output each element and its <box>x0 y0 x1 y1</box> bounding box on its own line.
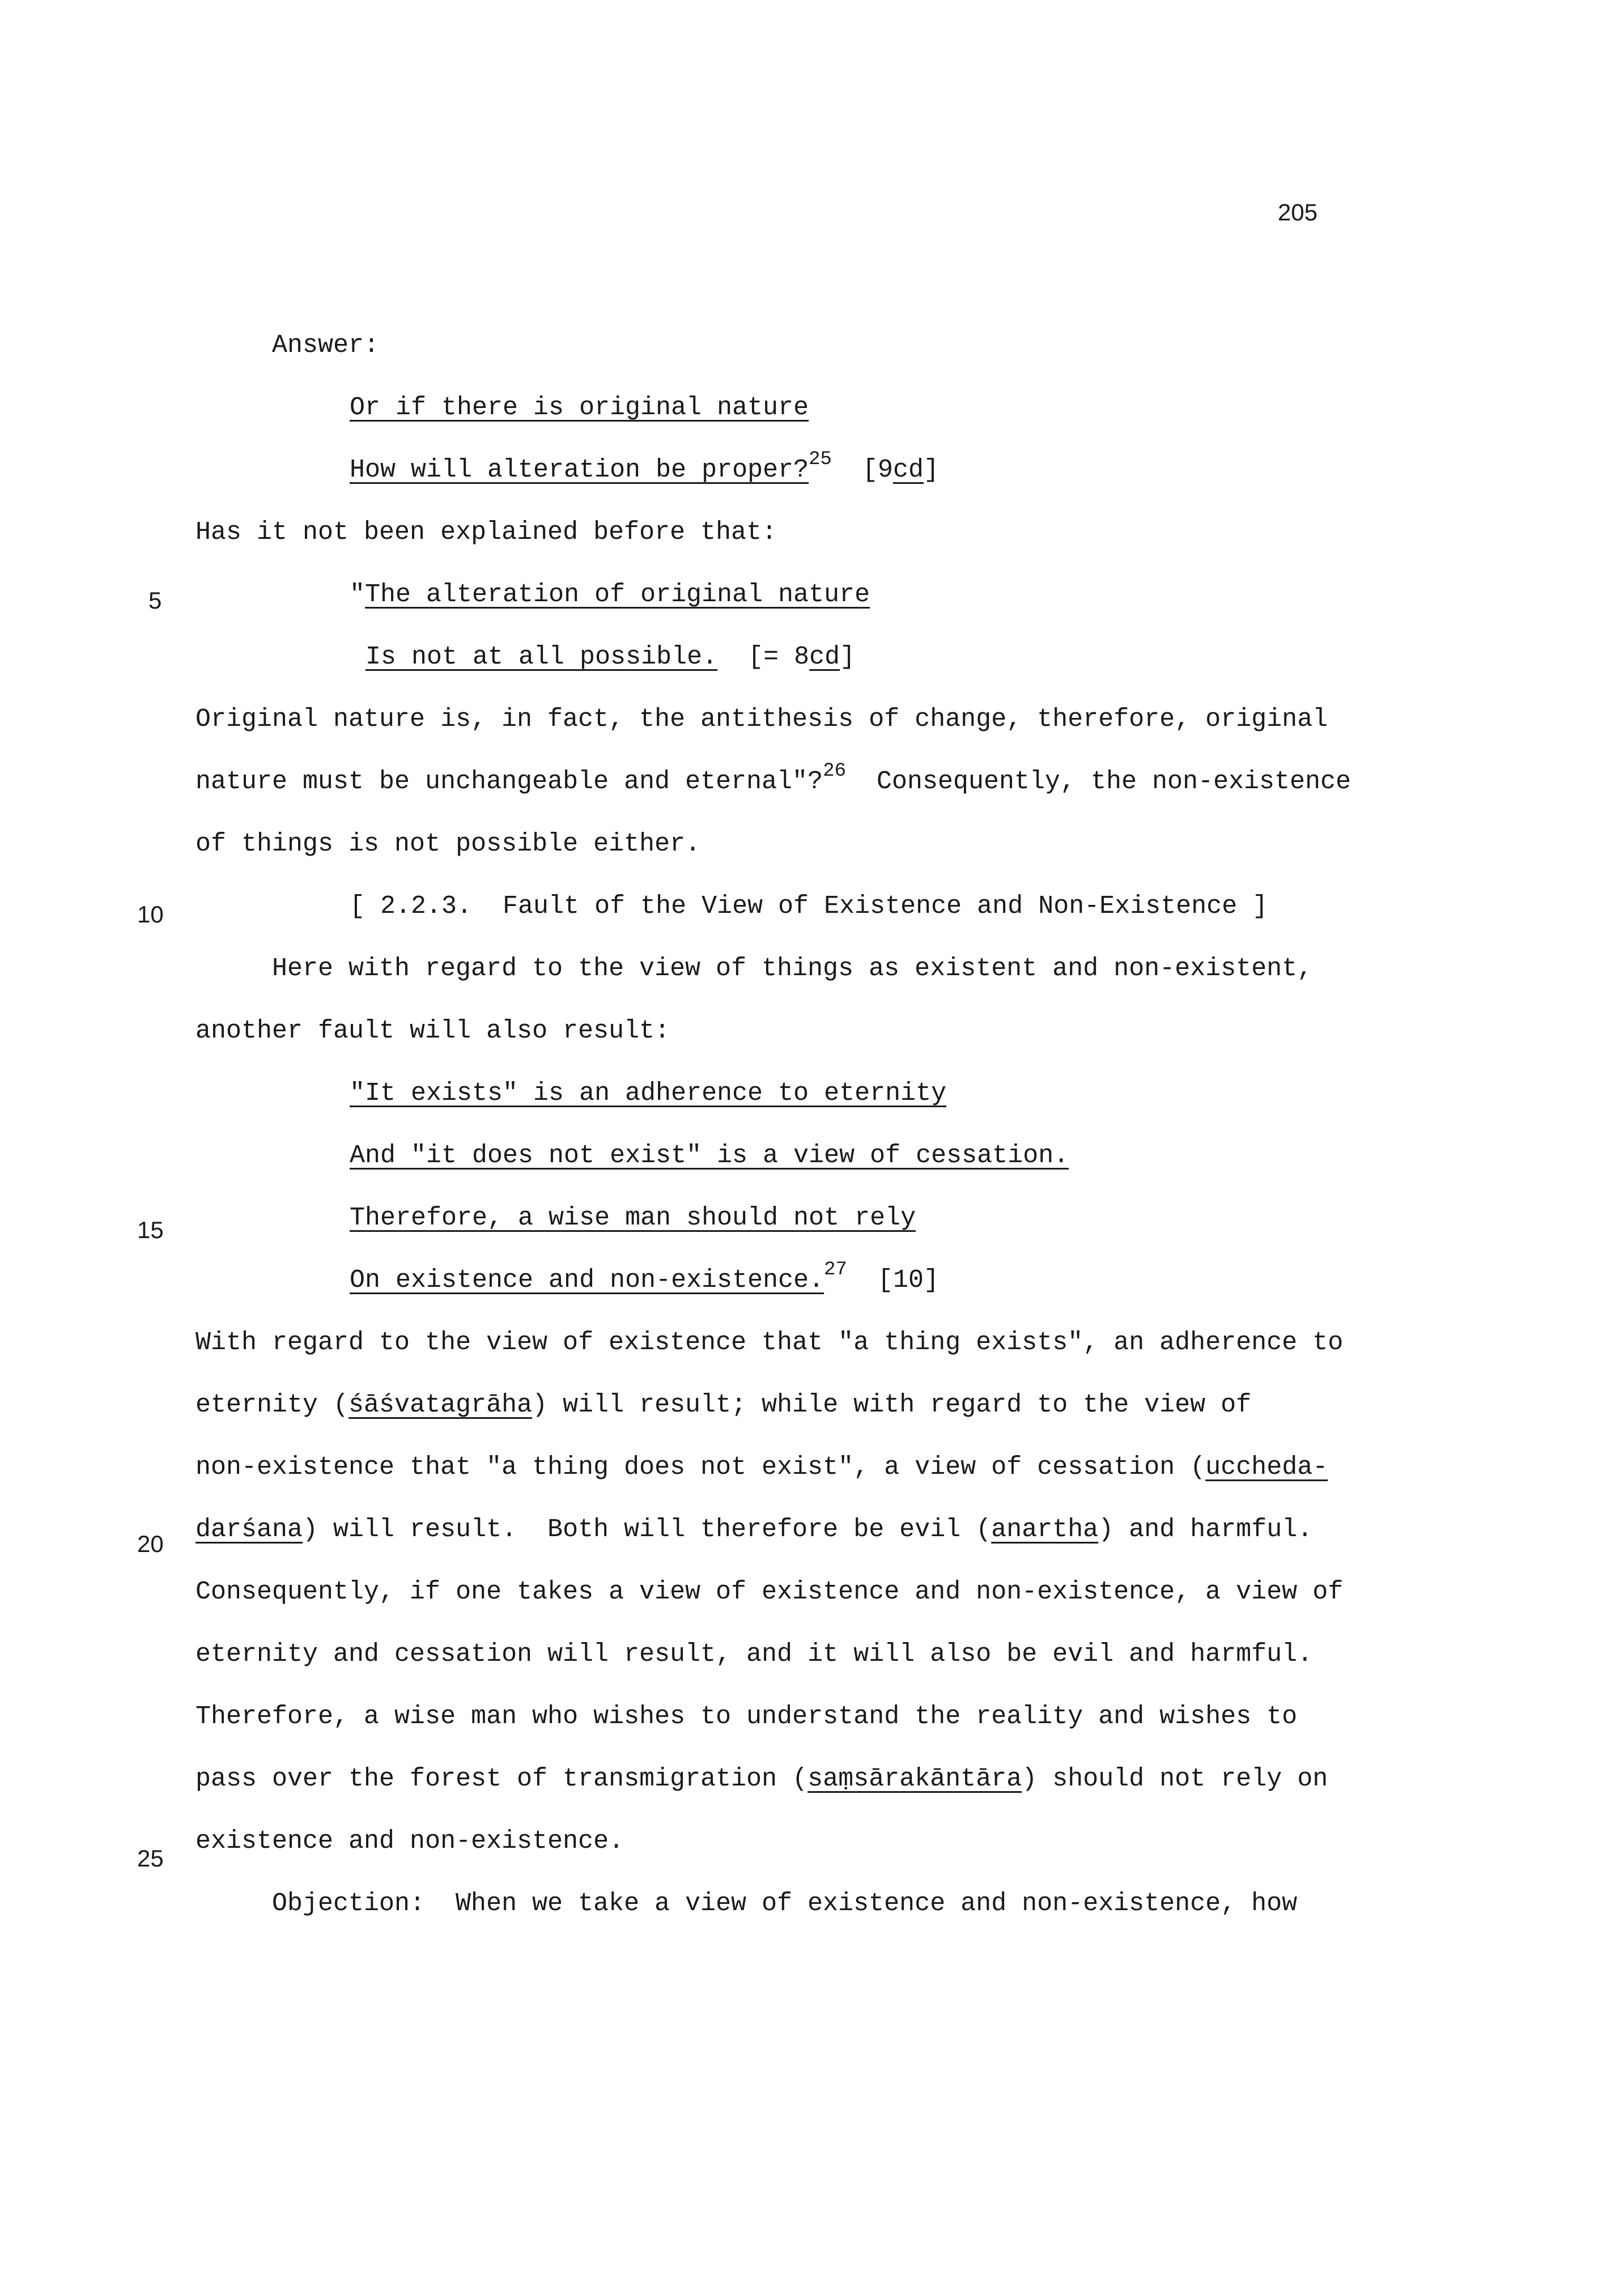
line-number-10: 10 <box>137 901 164 928</box>
paragraph-3-line-2: another fault will also result: <box>195 1017 670 1045</box>
paragraph-4-line-8: pass over the forest of transmigration (saṃsārakāntāra) should not rely on <box>195 1764 1328 1793</box>
verse-9-ref: [9cd] <box>862 456 939 484</box>
verse-9-line-1 <box>350 391 809 425</box>
paragraph-4-line-2: eternity (śāśvatagrāha) will result; while with regard to the view of <box>195 1391 1252 1419</box>
paragraph-4-line-4: darśana) will result. Both will therefore be evil (anartha) and harmful. <box>195 1515 1313 1544</box>
verse-9-line-2 <box>350 449 939 487</box>
term-samsarakantara: saṃsārakāntāra <box>807 1764 1022 1793</box>
term-uccheda: uccheda- <box>1205 1453 1328 1482</box>
quote-8-line-1: "The alteration of original nature <box>350 580 870 609</box>
line-number-25: 25 <box>137 1845 164 1872</box>
paragraph-4-line-1: With regard to the view of existence that "a thing exists", an adherence to <box>195 1328 1344 1357</box>
quote-8-line-1-text: The alteration of original nature <box>365 580 870 609</box>
paragraph-4-line-5: Consequently, if one takes a view of existence and non-existence, a view of <box>195 1578 1344 1606</box>
verse-10-line-1: "It exists" is an adherence to eternity <box>350 1079 947 1108</box>
verse-10-ref: [10] <box>877 1266 939 1295</box>
quote-8-line-2 <box>365 640 855 674</box>
verse-9-line-2-text: How will alteration be proper? <box>350 456 809 484</box>
paragraph-2-line-2: nature must be unchangeable and eternal"?$^{26}$ Consequently, the non-existence <box>195 760 1351 796</box>
line-number-5: 5 <box>148 587 162 614</box>
paragraph-4-line-6: eternity and cessation will result, and it will also be evil and harmful. <box>195 1640 1313 1669</box>
paragraph-4-line-3: non-existence that "a thing does not exist", a view of cessation (uccheda- <box>195 1453 1328 1482</box>
paragraph-1: Has it not been explained before that: <box>195 518 777 547</box>
footnote-25: 25 <box>809 449 832 470</box>
verse-10-line-4: On existence and non-existence.$^{27}$ [10] <box>350 1259 939 1295</box>
quote-8-ref: [= 8cd] <box>748 643 856 671</box>
verse-10-line-3: Therefore, a wise man should not rely <box>350 1204 916 1232</box>
objection-line: Objection: When we take a view of existence and non-existence, how <box>272 1889 1298 1918</box>
paragraph-2-line-3: of things is not possible either. <box>195 830 701 858</box>
term-anartha: anartha <box>991 1515 1099 1544</box>
answer-label: Answer: <box>272 331 380 360</box>
line-number-20: 20 <box>137 1530 164 1557</box>
footnote-26: 26 <box>823 760 846 782</box>
objection-label: Objection: <box>272 1889 426 1918</box>
paragraph-2-line-1: Original nature is, in fact, the antithesis of change, therefore, original <box>195 705 1328 734</box>
section-heading: [ 2.2.3. Fault of the View of Existence and Non-Existence ] <box>350 892 1268 921</box>
verse-9-line-1-text: Or if there is original nature <box>350 393 809 422</box>
paragraph-3-line-1: Here with regard to the view of things as existent and non-existent, <box>272 954 1313 983</box>
paragraph-4-line-9: existence and non-existence. <box>195 1827 624 1856</box>
paragraph-4-line-7: Therefore, a wise man who wishes to understand the reality and wishes to <box>195 1702 1298 1731</box>
verse-10-line-2: And "it does not exist" is a view of cessation. <box>350 1141 1069 1170</box>
page-number: 205 <box>1278 199 1318 226</box>
footnote-27: 27 <box>824 1259 847 1281</box>
term-sasvatagraha: śāśvatagrāha <box>348 1391 533 1419</box>
quote-8-line-2-text: Is not at all possible. <box>365 643 718 671</box>
line-number-15: 15 <box>137 1217 164 1243</box>
term-darsana: darśana <box>195 1515 303 1544</box>
